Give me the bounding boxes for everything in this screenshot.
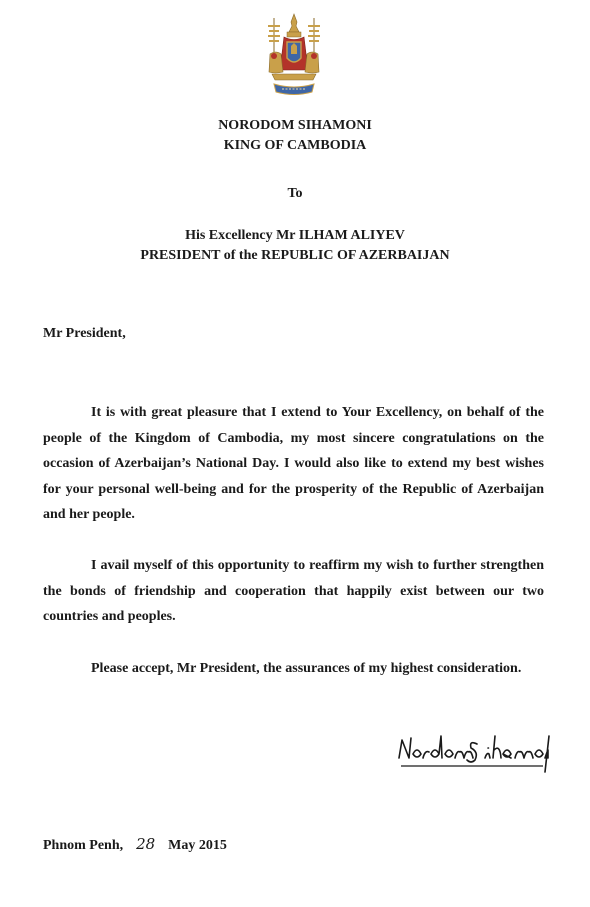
addressee-to: To	[287, 186, 303, 201]
recipient-name: His Excellency Mr ILHAM ALIYEV	[185, 228, 405, 243]
recipient-title: PRESIDENT of the REPUBLIC OF AZERBAIJAN	[140, 248, 450, 263]
handwritten-day: 28	[136, 835, 156, 853]
royal-arms-of-cambodia-icon	[262, 12, 326, 98]
recipient-block	[0, 226, 590, 266]
salutation: Mr President,	[43, 326, 126, 341]
place-and-date	[43, 835, 227, 854]
month-year: May 2015	[168, 838, 227, 853]
handwritten-signature	[393, 728, 553, 774]
sender-name: NORODOM SIHAMONI	[218, 118, 372, 133]
place: Phnom Penh,	[43, 838, 124, 853]
letter-header	[0, 116, 590, 156]
closing-paragraph: Please accept, Mr President, the assurances of my highest consideration.	[91, 661, 522, 676]
body-paragraph: I avail myself of this opportunity to reaffirm my wish to further strengthen the bonds of friendship and cooperation that happily exist between our two countries and peoples.	[43, 558, 544, 624]
body-paragraph: It is with great pleasure that I extend to Your Excellency, on behalf of the people of the Kingdom of Cambodia, my most sincere congratulations on the occasion of Azerbaijan’s National Day. I would also like to extend my best wishes for your personal well-being and for the prosperity of the Republic of Azerbaijan and her people.	[43, 405, 544, 522]
sender-title: KING OF CAMBODIA	[223, 138, 367, 153]
